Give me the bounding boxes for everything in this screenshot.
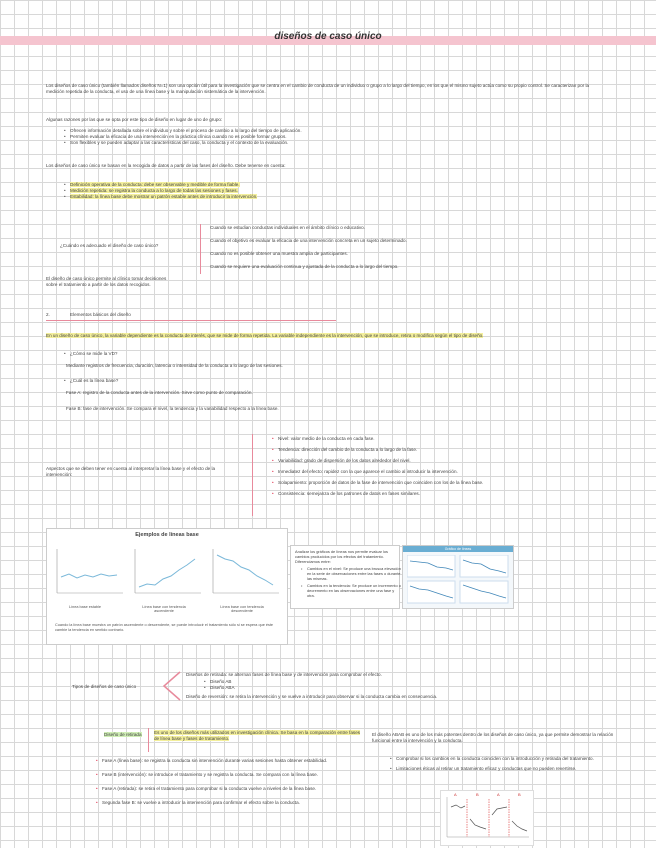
intro-bullets	[60, 128, 620, 146]
analysis-note: Analizar los gráficos de líneas nos permite evaluar los cambios producidos por los efectos del tratamiento. Diferenciamos entre:	[295, 549, 388, 564]
q1-answer: Mediante registros de frecuencia, duración, latencia o intensidad de la conducta a lo largo de las sesiones.	[66, 363, 283, 368]
q2-answer-b: Fase B: fase de intervención. Se compara el nivel, la tendencia y la variabilidad respecto a la línea base.	[66, 406, 279, 411]
data-recording-text: Los diseños de caso único se basan en la recogida de datos a partir de las fases del diseño. Debe tenerse en cuenta:	[46, 163, 286, 168]
chart-label: Línea base con tendencia descendente	[220, 605, 264, 613]
list-item: • Cambios en la tendencia: Se produce un incremento o decremento en las observaciones entre una fase y otra.	[307, 583, 403, 598]
analysis-note-box	[290, 545, 400, 609]
key-aspects-list	[60, 182, 620, 200]
page-title: diseños de caso único	[274, 31, 382, 42]
section2-paragraph: En un diseño de caso único, la variable dependiente es la conducta de interés, que se mide de forma repetida. La variable independiente es la intervención, que se introduce, retira o modifica según el tipo de diseño.	[46, 333, 484, 338]
list-item: • Fase B (intervención): se introduce el tratamiento y se registra la conducta. Se compara con la línea base.	[102, 772, 374, 778]
question-note: El diseño de caso único permite al clínico tomar decisiones sobre el tratamiento a partir de los datos recogidos.	[46, 276, 167, 287]
bottom-heading-text: Es uno de los diseños más utilizados en investigación clínica. Se basa en la comparación entre fases de línea base y fases de tratamiento.	[154, 730, 361, 741]
types-sub: Diseño de reversión: se retira la intervención y se vuelve a introducir para observar si la conducta cambia en consecuencia.	[186, 694, 438, 699]
q2-answer-a: Fase A: registro de la conducta antes de la intervención. Sirve como punto de comparación.	[66, 390, 253, 395]
types-lead: Diseños de retirada: se alternan fases de línea base y de intervención para comprobar el efecto.	[186, 672, 382, 677]
baseline-charts	[53, 543, 281, 601]
list-item: Cuando el objetivo es evaluar la eficacia de una intervención concreta en un sujeto determinado.	[210, 238, 407, 243]
chart-stable	[57, 549, 123, 593]
types-label: Tipos de diseños de caso único	[72, 684, 137, 689]
phase-label: B	[518, 792, 521, 797]
question-label: ¿Cuándo es adecuado el diseño de caso único?	[60, 243, 159, 248]
brace	[252, 434, 253, 516]
analysis-list	[297, 566, 403, 598]
list-item: Cuando no es posible obtener una muestra amplia de participantes.	[210, 251, 348, 256]
list-item: • Cambios en el nivel: Se produce una brusca elevación en la serie de observaciones entre las fases o durante las mismas.	[307, 566, 403, 581]
section2-questions	[60, 351, 620, 357]
list-item: • Comprobar si los cambios en la conducta coinciden con la introducción y retirada del tratamiento.	[396, 756, 632, 762]
list-item: • Inmediatez del efecto: rapidez con la que aparece el cambio al introducir la intervención.	[278, 469, 628, 475]
section-number: 2.	[46, 312, 50, 317]
types-list	[200, 679, 410, 691]
chart-label: Línea base estable	[68, 605, 102, 609]
list-item: • Variabilidad: grado de dispersión de los datos alrededor del nivel.	[278, 458, 628, 464]
bottom-right-paragraph: El diseño ABAB es uno de los más potentes dentro de los diseños de caso único, ya que permite demostrar la relación funcional entre la intervención y la conducta.	[372, 732, 614, 743]
list-item: • Diseño ABA	[210, 685, 410, 691]
figure-title: Ejemplos de líneas base	[135, 532, 199, 538]
intro-paragraph	[46, 83, 606, 95]
bottom-heading: Diseño de retirada	[104, 732, 142, 737]
section2-questions-2	[60, 378, 620, 384]
list-item: • ¿Cuál es la línea base?	[70, 378, 620, 384]
panel-charts	[407, 555, 509, 605]
phase-label: A	[454, 792, 457, 797]
list-item: • Nivel: valor medio de la conducta en cada fase.	[278, 436, 628, 442]
chart-ascending	[135, 549, 201, 593]
list-item: • Ofrecen información detallada sobre el individuo y sobre el proceso de cambio a lo largo del tiempo de aplicación.	[70, 128, 620, 134]
list-item: • Solapamiento: proporción de datos de la fase de intervención que coinciden con los de la línea base.	[278, 480, 628, 486]
chart-label: Línea base con tendencia ascendente	[142, 605, 186, 613]
bottom-left-list	[92, 758, 374, 806]
panel-title: Gráfico de líneas	[403, 546, 513, 552]
chart-descending	[213, 549, 279, 593]
list-item: • Limitaciones éticas al retirar un tratamiento eficaz y conductas que no pueden revertirse.	[396, 766, 632, 772]
abab-chart-svg	[441, 791, 533, 845]
abab-chart	[440, 790, 534, 846]
list-item: • ¿Cómo se mide la VD?	[70, 351, 620, 357]
list-item: • Fase A (línea base): se registra la conducta sin intervención durante varias sesiones hasta obtener estabilidad.	[102, 758, 374, 764]
chevron-brace-icon	[160, 670, 182, 702]
list-item: Cuando se requiere una evaluación continua y ajustada de la conducta a lo largo del tiempo.	[210, 264, 399, 269]
question-items	[210, 225, 630, 270]
list-item: • Diseño AB	[210, 679, 410, 685]
list-item: • Permiten evaluar la eficacia de una intervención en la práctica clínica cuando no es posible formar grupos.	[70, 134, 620, 140]
bottom-right-list	[386, 756, 632, 772]
brace	[200, 224, 201, 274]
line-base-intro: Aspectos que se deben tener en cuenta al interpretar la línea base y el efecto de la intervención:	[46, 466, 216, 477]
list-item: • Tendencia: dirección del cambio de la conducta a lo largo de la fase.	[278, 447, 628, 453]
intro-text: Los diseños de caso único (también llamados diseños N=1) son una opción útil para la investigación que se centra en el cambio de conducta de un individuo o grupo a lo largo del tiempo, en los que el mismo sujeto actúa como su propio control. Se caracterizan por la medición repetida de la conducta, el uso de una línea base y la manipulación sistemática de la intervención.	[46, 83, 590, 94]
list-item: • Fase A (retirada): se retira el tratamiento para comprobar si la conducta vuelve a niveles de la línea base.	[102, 786, 374, 792]
list-item: • Definición operativa de la conducta: debe ser observable y medible de forma fiable.	[70, 182, 620, 188]
brace	[148, 728, 149, 752]
list-item: • Estabilidad: la línea base debe mostrar un patrón estable antes de introducir la intervención.	[70, 194, 620, 200]
baseline-examples-figure	[46, 528, 288, 645]
phase-label: A	[497, 792, 500, 797]
list-item: • Son flexibles y se pueden adaptar a las características del caso, la conducta y el contexto de la evaluación.	[70, 140, 620, 146]
section-heading: Elementos básicos del diseño	[70, 312, 131, 317]
figure-caption: Cuando la línea base muestra un patrón ascendente o descendente, se puede introducir el tratamiento sólo si se espera que éste cambie la tendencia en sentido contrario.	[55, 623, 274, 632]
line-base-criteria	[268, 436, 628, 497]
line-graph-panel	[402, 545, 514, 609]
list-item: • Medición repetida: se registra la conducta a lo largo de todas las sesiones y fases.	[70, 188, 620, 194]
list-item: Cuando se estudian conductas individuales en el ámbito clínico o educativo.	[210, 225, 366, 230]
phase-label: B	[476, 792, 479, 797]
list-item: • Consistencia: semejanza de los patrones de datos en fases similares.	[278, 491, 628, 497]
intro-reasons: Algunas razones por las que se opta por este tipo de diseño en lugar de uno de grupo:	[46, 117, 223, 122]
list-item: • Segunda fase B: se vuelve a introducir la intervención para confirmar el efecto sobre la conducta.	[102, 800, 374, 806]
